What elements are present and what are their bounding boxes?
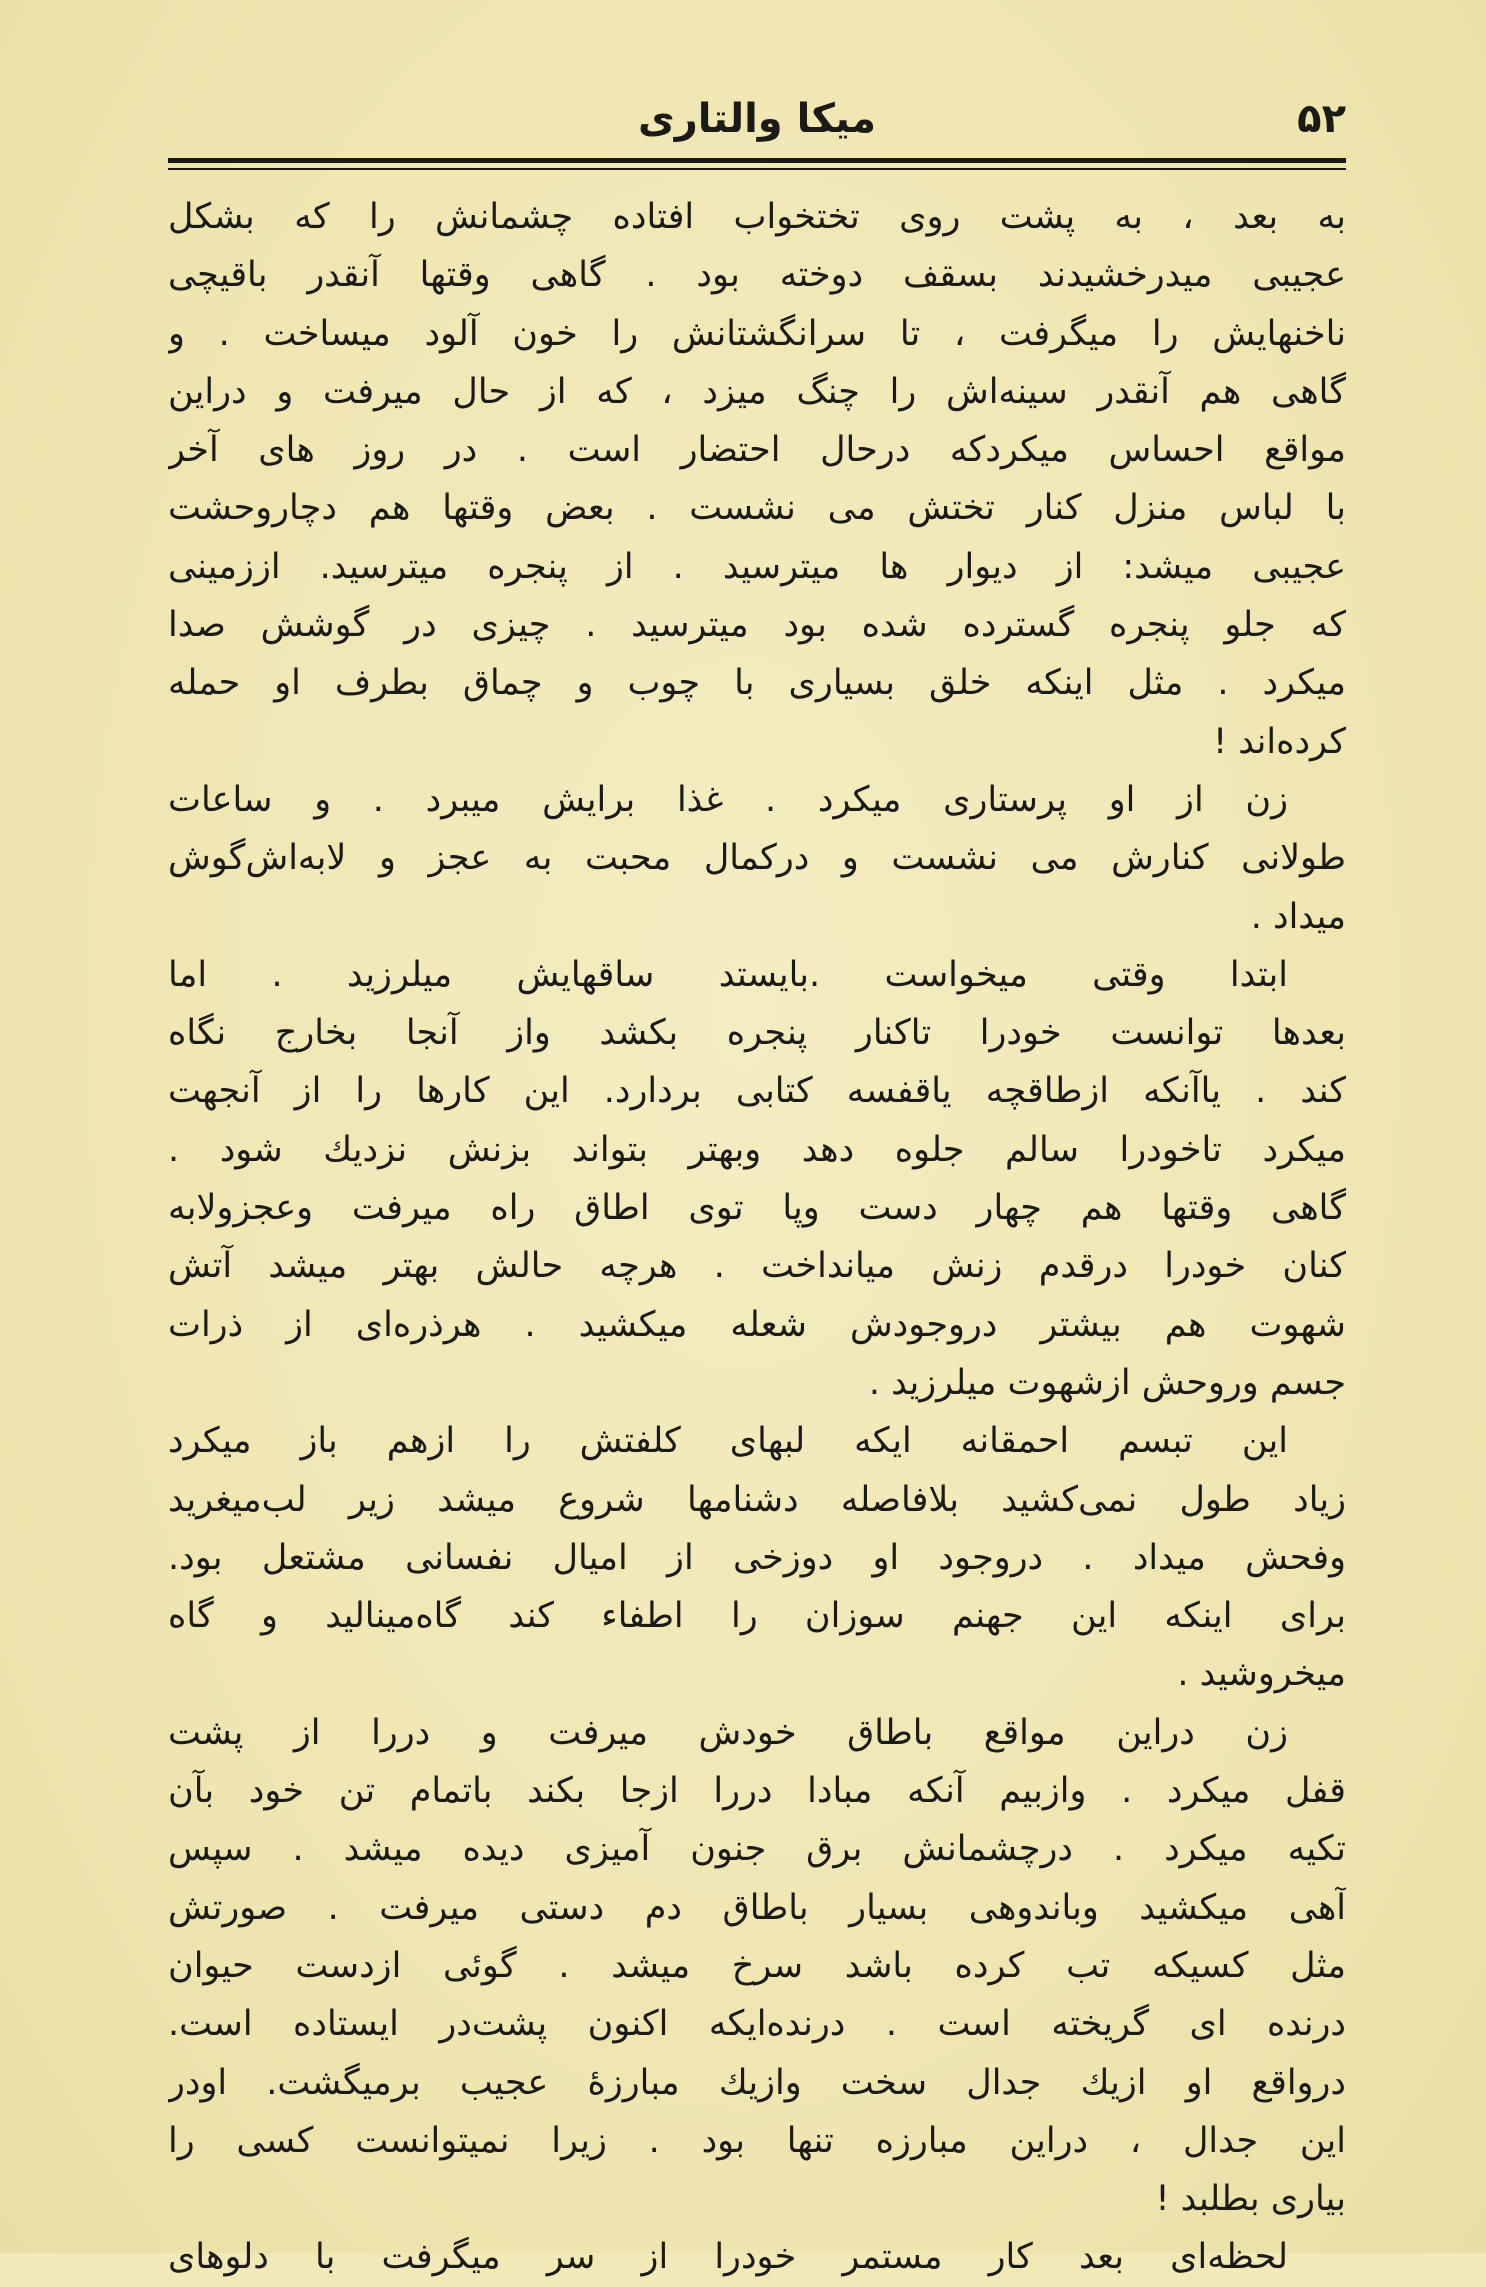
text-line: درواقع او ازیك جدال سخت وازیك مبارزهٔ عجیب برمیگشت. اودر (168, 2062, 1346, 2103)
text-line: شهوت هم بیشتر دروجودش شعله میکشید . هرذره‌ای از ذرات (168, 1304, 1346, 1345)
text-line: کنان خودرا درقدم زنش میانداخت . هرچه حالش بهتر میشد آتش (168, 1246, 1346, 1287)
text-line: قفل میکرد . وازبیم آنکه مبادا دررا ازجا بکند باتمام تن خود بآن (168, 1771, 1346, 1812)
text-line: میکرد . مثل اینکه خلق بسیاری با چوب و چماق بطرف او حمله (168, 663, 1346, 704)
page-number: ۵۲ (1297, 96, 1346, 142)
text-line: برای اینکه این جهنم سوزان را اطفاء کند گاه‌مینالید و گاه (168, 1596, 1346, 1637)
text-line: با لباس منزل کنار تختش می نشست . بعض وقتها هم دچاروحشت (168, 488, 1346, 529)
body-text (168, 188, 1346, 2287)
text-line: به بعد ، به پشت روی تختخواب افتاده چشمانش را که بشکل (168, 197, 1346, 237)
text-line: کند . یاآنکه ازطاقچه یاقفسه کتابی بردارد. این کارها را از آنجهت (168, 1071, 1346, 1112)
text-line: عجیبی میدرخشیدند بسقف دوخته بود . گاهی وقتها آنقدر باقیچی (168, 255, 1346, 296)
running-title: میکا والتاری (638, 96, 876, 142)
text-line: لحظه‌ای بعد کار مستمر خودرا از سر میگرفت با دلوهای (168, 2237, 1288, 2278)
text-line: بیاری بطلبد ! (1155, 2179, 1346, 2220)
text-line: این تبسم احمقانه ایکه لبهای کلفتش را ازهم باز میکرد (168, 1421, 1288, 1462)
text-line: زن دراین مواقع باطاق خودش میرفت و دررا از پشت (168, 1712, 1288, 1753)
text-line: آهی میکشید وباندوهی بسیار باطاق دم دستی میرفت . صورتش (168, 1887, 1346, 1928)
text-line: وفحش میداد . دروجود او دوزخی از امیال نفسانی مشتعل بود. (168, 1537, 1346, 1578)
text-line: ابتدا وقتی میخواست .بایستد ساقهایش میلرزید . اما (168, 954, 1288, 995)
text-line: میکرد تاخودرا سالم جلوه دهد وبهتر بتواند بزنش نزدیك شود . (168, 1129, 1346, 1170)
text-line: عجیبی میشد: از دیوار ها میترسید . از پنجره میترسید. اززمینی (168, 546, 1346, 587)
text-line: مثل کسیکه تب کرده باشد سرخ میشد . گوئی ازدست حیوان (168, 1945, 1346, 1986)
text-line: مواقع احساس میکردکه درحال احتضار است . در روز های آخر (168, 430, 1346, 471)
text-line: میداد . (1250, 896, 1346, 937)
header-rule-thin (168, 168, 1346, 170)
text-line: درنده ای گریخته است . درنده‌ایکه اکنون پشت‌در ایستاده است. (168, 2004, 1346, 2045)
text-line: بعدها توانست خودرا تاکنار پنجره بکشد واز آنجا بخارج نگاه (168, 1013, 1346, 1054)
text-line: که جلو پنجره گسترده شده بود میترسید . چیزی در گوشش صدا (168, 605, 1346, 646)
text-line: جسم وروحش ازشهوت میلرزید . (868, 1362, 1346, 1403)
text-line: گاهی هم آنقدر سینه‌اش را چنگ میزد ، که از حال میرفت و دراین (168, 371, 1346, 412)
text-line: میخروشید . (1177, 1654, 1346, 1695)
header-rule-thick (168, 158, 1346, 163)
running-head (168, 88, 1346, 158)
text-line: زن از او پرستاری میکرد . غذا برایش میبرد . و ساعات (168, 779, 1288, 820)
text-line: این جدال ، دراین مبارزه تنها بود . زیرا نمیتوانست کسی را (168, 2120, 1346, 2161)
text-line: ناخنهایش را میگرفت ، تا سرانگشتانش را خون آلود میساخت . و (168, 313, 1346, 354)
text-line: زیاد طول نمی‌کشید بلافاصله دشنامها شروع میشد زیر لب‌میغرید (168, 1479, 1346, 1520)
text-line: تکیه میکرد . درچشمانش برق جنون آمیزی دیده میشد . سپس (168, 1829, 1346, 1870)
text-line: طولانی کنارش می نشست و درکمال محبت به عجز و لابه‌اش‌گوش (168, 838, 1346, 879)
text-line: کرده‌اند ! (1213, 721, 1346, 762)
text-line: گاهی وقتها هم چهار دست وپا توی اطاق راه میرفت وعجزولابه (168, 1188, 1346, 1229)
